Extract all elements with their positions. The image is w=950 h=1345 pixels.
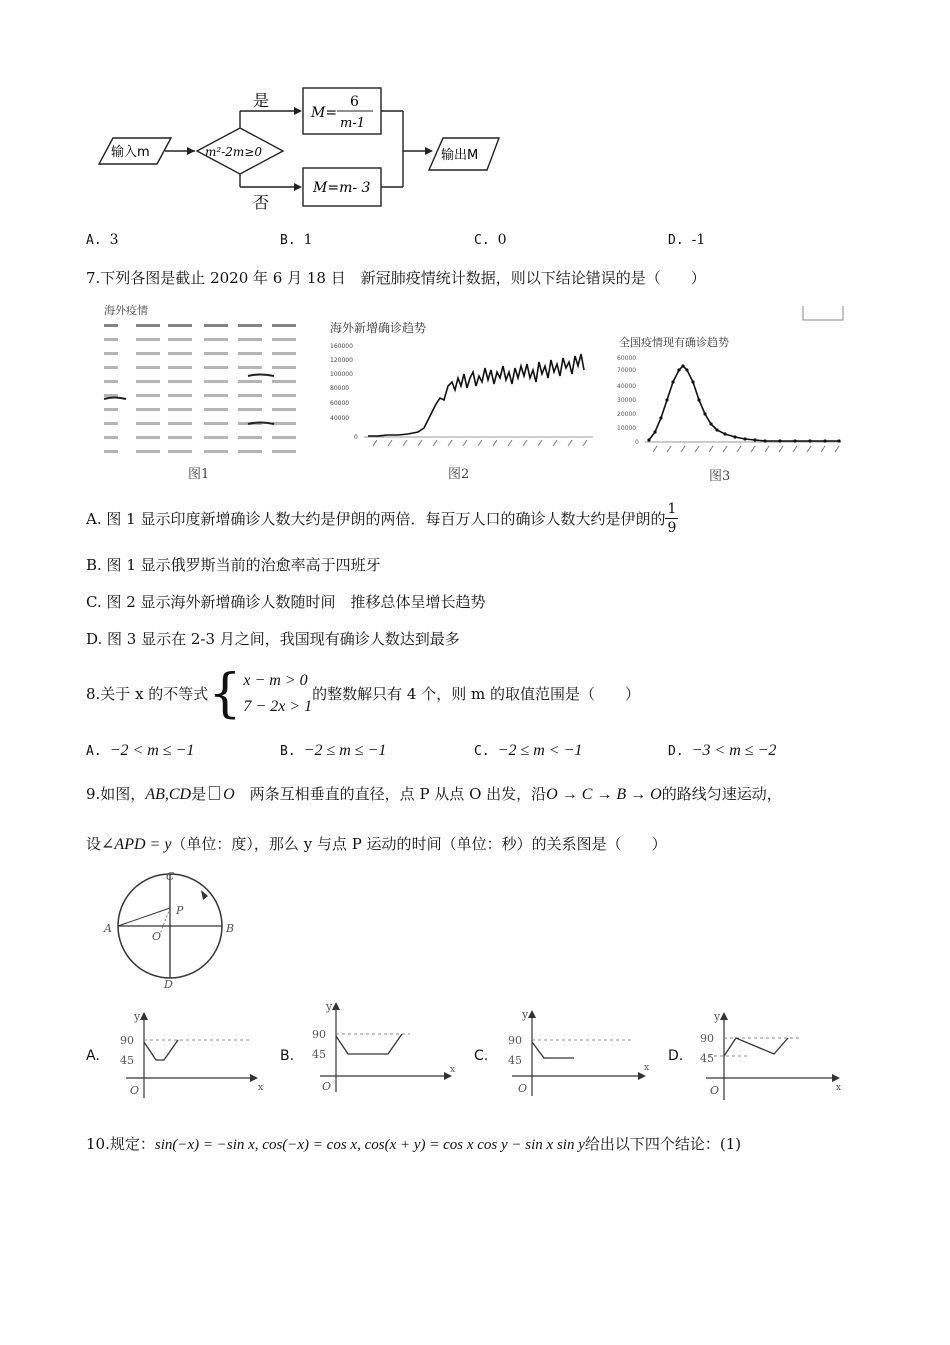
q6-option-c[interactable]	[474, 232, 507, 248]
fig3-caption: 图3	[709, 469, 731, 484]
output-label: 输出M	[441, 148, 479, 163]
table-cell-blur	[136, 450, 160, 453]
circle-symbol-icon	[209, 786, 220, 800]
table-cell-blur	[168, 324, 192, 327]
fig3-point	[793, 439, 796, 442]
fig2-ytick: 40000	[330, 415, 350, 422]
table-cell-blur	[204, 436, 228, 439]
q6-option-d[interactable]	[668, 232, 705, 248]
table-cell-blur	[168, 338, 192, 341]
table-cell-blur	[136, 352, 160, 355]
table-cell-blur	[104, 422, 118, 425]
fig1-caption: 图1	[188, 467, 210, 482]
graph-origin: O	[322, 1080, 332, 1093]
option-label: B.	[280, 1048, 295, 1064]
brace-icon: {	[208, 664, 242, 724]
option-label: A.	[86, 744, 102, 759]
option-graph	[300, 1000, 460, 1095]
q6-option-a[interactable]	[86, 232, 119, 248]
option-label: B.	[280, 233, 296, 248]
point-a-label: A	[104, 922, 112, 935]
table-cell-blur	[272, 436, 296, 439]
fig2-ytick: 120000	[330, 357, 353, 364]
fig3-ytick: 30000	[617, 397, 637, 404]
fraction	[665, 500, 678, 537]
point-o-label: O	[152, 930, 162, 943]
q10-formula: sin(−x) = −sin x, cos(−x) = cos x, cos(x + y) = cos x cos y − sin x sin y	[154, 1137, 585, 1153]
table-cell-blur	[238, 352, 262, 355]
q7-option-d[interactable]: D. 图 3 显示在 2-3 月之间，我国现有确诊人数达到最多	[86, 630, 460, 648]
fig3-point	[703, 412, 706, 415]
table-cell-blur	[136, 436, 160, 439]
q8-suffix: 的整数解只有 4 个，则 m 的取值范围是（ ）	[312, 685, 640, 703]
option-label: D.	[668, 1048, 684, 1064]
fig2-ytick: 0	[354, 434, 358, 441]
fig3-point	[685, 368, 688, 371]
q9-diameters: AB,CD	[145, 786, 192, 803]
fig3-point	[677, 368, 680, 371]
q9-text: 设	[86, 835, 102, 853]
table-cell-blur	[168, 422, 192, 425]
graph-origin: O	[518, 1082, 528, 1095]
fig3-point	[665, 398, 668, 401]
graph-y-label: y	[134, 1010, 141, 1023]
table-cell-blur	[168, 366, 192, 369]
fig3-point	[709, 422, 712, 425]
q7-stem: 7.下列各图是截止 2020 年 6 月 18 日 新冠肺疫情统计数据，则以下结论错误的是（ ）	[86, 269, 706, 287]
table-cell-blur	[238, 366, 262, 369]
table-cell-blur	[136, 366, 160, 369]
fig2-ytick: 100000	[330, 371, 353, 378]
no-label: 否	[253, 193, 270, 212]
table-cell-blur	[136, 380, 160, 383]
option-label: B.	[280, 744, 296, 759]
fig3-point	[715, 428, 718, 431]
graph-tick-45: 45	[508, 1054, 522, 1067]
yes-label: 是	[253, 91, 270, 110]
table-cell-blur	[104, 436, 118, 439]
fig3-ytick: 20000	[617, 411, 637, 418]
graph-tick-90: 90	[312, 1028, 326, 1041]
q8-stem	[86, 664, 640, 724]
inequality-row-1: x − m > 0	[243, 672, 308, 689]
point-p-label: P	[176, 904, 184, 917]
table-cell-blur	[136, 408, 160, 411]
flowchart	[95, 80, 515, 215]
table-cell-blur	[168, 436, 192, 439]
option-label: C.	[474, 1048, 489, 1064]
table-cell-blur	[204, 352, 228, 355]
fig3-point	[723, 432, 726, 435]
fraction-den: 9	[667, 520, 677, 536]
table-cell-blur	[204, 422, 228, 425]
q9-circle-name: O	[223, 786, 235, 803]
table-cell-blur	[204, 450, 228, 453]
graph-y-label: y	[326, 1000, 333, 1013]
option-label: D.	[668, 233, 684, 248]
yes-box-lhs: M=	[311, 105, 338, 121]
table-cell-blur	[272, 394, 296, 397]
q9-option-d[interactable]	[668, 1010, 848, 1110]
table-cell-blur	[272, 366, 296, 369]
table-cell-blur	[136, 394, 160, 397]
table-cell-blur	[168, 450, 192, 453]
table-cell-blur	[238, 436, 262, 439]
table-cell-blur	[136, 422, 160, 425]
inequality-row-2: 7 − 2x > 1	[243, 698, 313, 715]
q7-figure-2	[318, 308, 603, 485]
fig1-title: 海外疫情	[104, 304, 148, 317]
option-label: D.	[668, 744, 684, 759]
option-value: 0	[497, 232, 507, 248]
graph-x-label: x	[644, 1063, 650, 1073]
q6-option-b[interactable]	[280, 232, 313, 248]
q10-prefix: 10.规定：	[86, 1135, 155, 1153]
graph-x-label: x	[258, 1083, 264, 1093]
graph-origin: O	[710, 1084, 720, 1097]
table-cell-blur	[204, 408, 228, 411]
option-value: 1	[303, 232, 313, 248]
fig3-point	[753, 438, 756, 441]
table-cell-blur	[238, 324, 262, 327]
fig2-ytick: 60000	[330, 400, 350, 407]
table-cell-blur	[272, 450, 296, 453]
table-cell-blur	[272, 338, 296, 341]
table-cell-blur	[104, 366, 118, 369]
graph-tick-45: 45	[312, 1048, 326, 1061]
point-c-label: C	[166, 870, 175, 883]
table-cell-blur	[104, 408, 118, 411]
fig3-point	[647, 438, 650, 441]
q9-text: 9.如图，	[86, 785, 146, 803]
fig3-point	[808, 439, 811, 442]
graph-y-label: y	[714, 1010, 721, 1023]
q9-text: （单位：度），那么 y 与点 P 运动的时间（单位：秒）的关系图是（ ）	[171, 835, 667, 853]
option-text: A. 图 1 显示印度新增确诊人数大约是伊朗的两倍．每百万人口的确诊人数大约是伊朗的	[86, 509, 666, 528]
graph-x-label: x	[450, 1065, 456, 1075]
q9-angle: ∠APD = y	[101, 836, 172, 853]
fig3-point	[691, 380, 694, 383]
fig3-point	[733, 435, 736, 438]
graph-origin: O	[130, 1084, 140, 1097]
q10-suffix: 给出以下四个结论：(1)	[584, 1135, 742, 1153]
q8-option-c[interactable]	[474, 742, 582, 760]
q9-text: 的路线匀速运动，	[661, 785, 782, 803]
condition-label: m²-2m≥0	[205, 145, 262, 159]
fig3-point	[697, 398, 700, 401]
q9-text: 是	[191, 785, 207, 803]
table-cell-blur	[238, 408, 262, 411]
option-label: A.	[86, 1048, 100, 1064]
fig3-point	[743, 437, 746, 440]
point-d-label: D	[164, 978, 173, 991]
option-graph	[106, 1010, 266, 1105]
inequality-system	[208, 664, 313, 724]
table-cell-blur	[272, 324, 296, 327]
q7-figure-1	[100, 300, 315, 485]
table-cell-blur	[272, 380, 296, 383]
table-cell-blur	[204, 366, 228, 369]
fig3-ytick: 0	[635, 439, 639, 446]
graph-tick-90: 90	[700, 1032, 714, 1045]
fig3-ytick: 70000	[617, 367, 637, 374]
q7-option-c[interactable]: C. 图 2 显示海外新增确诊人数随时间 推移总体呈增长趋势	[86, 593, 486, 611]
fig2-title: 海外新增确诊趋势	[330, 321, 427, 335]
table-cell-blur	[136, 338, 160, 341]
table-cell-blur	[104, 450, 118, 453]
fig3-point	[778, 439, 781, 442]
table-cell-blur	[168, 408, 192, 411]
q8-option-a[interactable]	[86, 742, 194, 760]
fig3-point	[681, 364, 684, 367]
no-box-label: M=m- 3	[313, 180, 371, 196]
table-cell-blur	[168, 394, 192, 397]
table-cell-blur	[204, 324, 228, 327]
yes-box-den: m-1	[340, 116, 365, 131]
graph-y-label: y	[522, 1008, 529, 1021]
q9-text: 两条互相垂直的直径，点 P 从点 O 出发，沿	[234, 785, 547, 803]
q8-option-b[interactable]	[280, 742, 386, 760]
input-label: 输入m	[111, 145, 150, 160]
fig2-caption: 图2	[448, 467, 470, 482]
graph-tick-45: 45	[700, 1052, 714, 1065]
fig3-series-line	[649, 366, 839, 441]
table-cell-blur	[238, 380, 262, 383]
table-cell-blur	[104, 324, 118, 327]
table-cell-blur	[104, 380, 118, 383]
graph-x-label: x	[836, 1083, 842, 1093]
fig3-title: 全国疫情现有确诊趋势	[619, 336, 729, 349]
table-cell-blur	[168, 380, 192, 383]
fraction-num: 1	[667, 501, 677, 517]
table-cell-blur	[238, 394, 262, 397]
q10-stem	[86, 1134, 741, 1155]
fig2-series-line	[368, 354, 584, 436]
table-cell-blur	[204, 394, 228, 397]
fig3-ytick: 10000	[617, 425, 637, 432]
table-cell-blur	[238, 338, 262, 341]
fig2-ytick: 80000	[330, 385, 350, 392]
table-cell-blur	[104, 338, 118, 341]
q7-figure-3	[605, 300, 850, 485]
table-cell-blur	[272, 352, 296, 355]
option-label: C.	[474, 744, 490, 759]
q7-option-b[interactable]: B. 图 1 显示俄罗斯当前的治愈率高于四班牙	[86, 556, 381, 574]
fig3-ytick: 40000	[617, 383, 637, 390]
option-value: -1	[691, 232, 706, 248]
q9-option-c[interactable]	[474, 1008, 654, 1108]
fig3-point	[837, 439, 840, 442]
q9-line-2	[86, 834, 667, 855]
table-cell-blur	[104, 352, 118, 355]
table-cell-blur	[136, 324, 160, 327]
option-value: −2 ≤ m < −1	[497, 742, 583, 759]
table-cell-blur	[272, 408, 296, 411]
q7-option-a[interactable]	[86, 500, 678, 537]
fig3-point	[763, 439, 766, 442]
table-cell-blur	[204, 338, 228, 341]
q9-option-b[interactable]	[280, 1000, 460, 1100]
point-b-label: B	[226, 922, 235, 935]
q8-option-d[interactable]	[668, 742, 776, 760]
fig3-ytick: 60000	[617, 355, 637, 362]
option-value: −2 ≤ m ≤ −1	[303, 742, 387, 759]
fig3-point	[671, 380, 674, 383]
option-graph	[688, 1010, 848, 1105]
option-value: −2 < m ≤ −1	[109, 742, 195, 759]
option-graph	[494, 1008, 654, 1103]
q9-circle-figure	[100, 868, 250, 993]
fig3-point	[823, 439, 826, 442]
option-label: C.	[474, 233, 490, 248]
q9-option-a[interactable]	[86, 1010, 266, 1110]
table-cell-blur	[204, 380, 228, 383]
fig3-point	[659, 416, 662, 419]
fig2-ytick: 160000	[330, 343, 353, 350]
yes-box-num: 6	[350, 94, 359, 110]
q9-path: O → C → B → O	[546, 786, 662, 803]
fig3-point	[653, 430, 656, 433]
q8-prefix: 8.关于 x 的不等式	[86, 685, 209, 703]
table-cell-blur	[272, 422, 296, 425]
q9-line-1	[86, 784, 782, 805]
option-label: A.	[86, 233, 102, 248]
table-cell-blur	[168, 352, 192, 355]
graph-tick-90: 90	[120, 1034, 134, 1047]
graph-tick-45: 45	[120, 1054, 134, 1067]
table-cell-blur	[238, 450, 262, 453]
option-value: −3 < m ≤ −2	[691, 742, 777, 759]
graph-tick-90: 90	[508, 1034, 522, 1047]
option-value: 3	[109, 232, 119, 248]
